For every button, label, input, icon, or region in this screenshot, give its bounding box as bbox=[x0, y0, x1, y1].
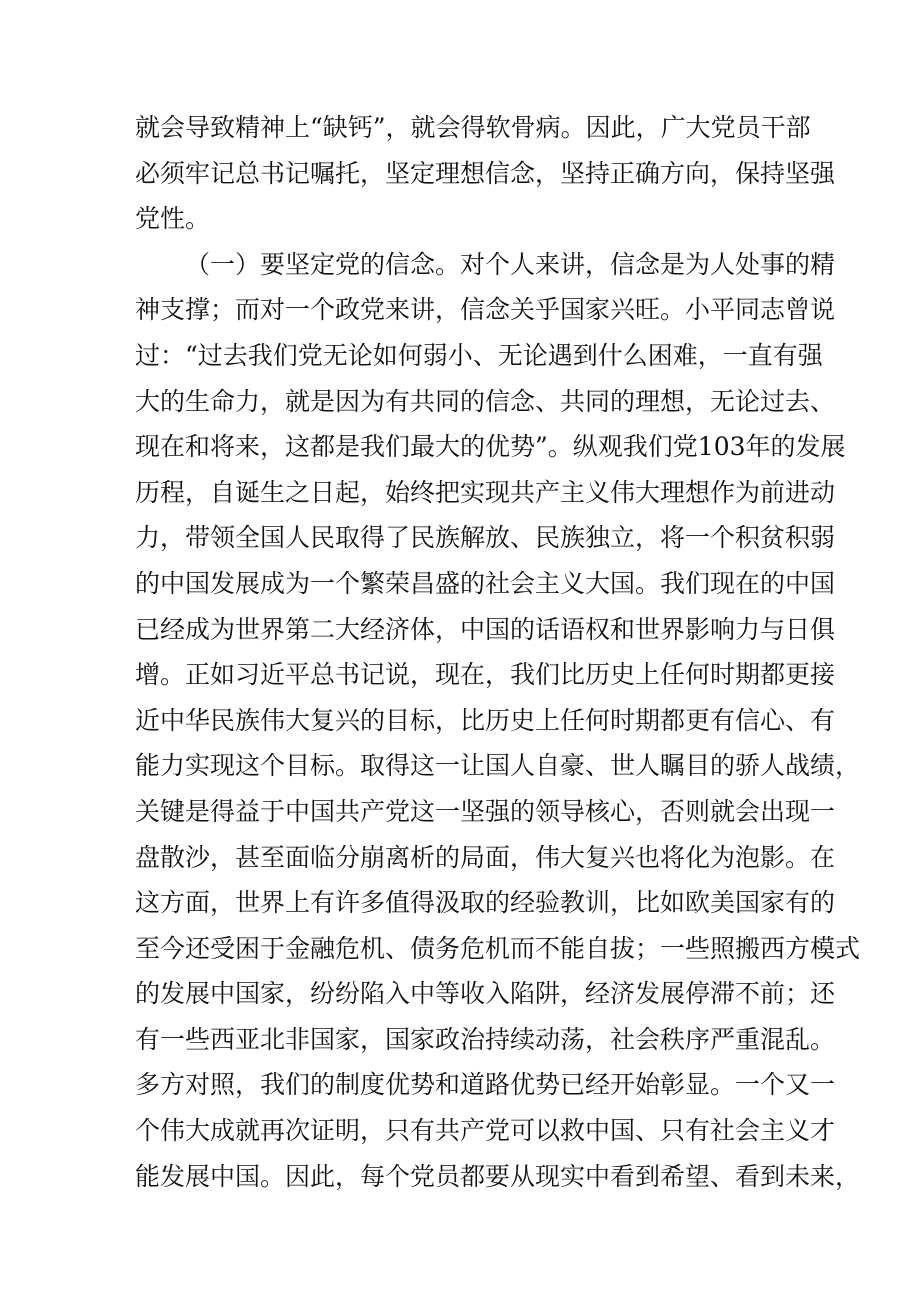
text-line: 的发展中国家，纷纷陷入中等收入陷阱，经济发展停滞不前；还 bbox=[135, 979, 836, 1009]
text-line: 大的生命力，就是因为有共同的信念、共同的理想，无论过去、 bbox=[135, 386, 836, 416]
text-line: 神支撑；而对一个政党来讲，信念关乎国家兴旺。小平同志曾说 bbox=[135, 295, 836, 325]
text-line: 个伟大成就再次证明，只有共产党可以救中国、只有社会主义才 bbox=[135, 1116, 836, 1146]
text-line: 就会导致精神上“缺钙”，就会得软骨病。因此，广大党员干部 bbox=[135, 113, 811, 142]
text-line: 盘散沙，甚至面临分崩离析的局面，伟大复兴也将化为泡影。在 bbox=[135, 842, 836, 872]
text-line: 必须牢记总书记嘱托，坚定理想信念，坚持正确方向，保持坚强 bbox=[135, 158, 836, 188]
text-line: 历程，自诞生之日起，始终把实现共产主义伟大理想作为前进动 bbox=[135, 477, 836, 507]
text-line: 的中国发展成为一个繁荣昌盛的社会主义大国。我们现在的中国 bbox=[135, 568, 836, 598]
text-line: 近中华民族伟大复兴的目标，比历史上任何时期都更有信心、有 bbox=[135, 705, 836, 735]
text-line: 已经成为世界第二大经济体，中国的话语权和世界影响力与日俱 bbox=[135, 614, 836, 644]
text-line: 多方对照，我们的制度优势和道路优势已经开始彰显。一个又一 bbox=[135, 1070, 836, 1100]
text-line: 这方面，世界上有许多值得汲取的经验教训，比如欧美国家有的 bbox=[135, 888, 836, 918]
text-line: 至今还受困于金融危机、债务危机而不能自拔；一些照搬西方模式 bbox=[135, 933, 861, 963]
text-line: 过：“过去我们党无论如何弱小、无论遇到什么困难，一直有强 bbox=[135, 340, 823, 370]
text-line bbox=[135, 1199, 795, 1245]
text-line: 现在和将来，这都是我们最大的优势”。纵观我们党103年的发展 bbox=[135, 432, 846, 462]
text-line: 能力实现这个目标。取得这一让国人自豪、世人瞩目的骄人战绩， bbox=[135, 751, 861, 781]
text-line: 有一些西亚北非国家，国家政治持续动荡，社会秩序严重混乱。 bbox=[135, 1024, 836, 1054]
text-line: 党性。 bbox=[135, 204, 211, 234]
text-line: 增。正如习近平总书记说，现在，我们比历史上任何时期都更接 bbox=[135, 660, 836, 690]
text-line: 能发展中国。因此，每个党员都要从现实中看到希望、看到未来， bbox=[135, 1161, 861, 1191]
document-body bbox=[135, 105, 861, 1245]
text-line: 力，带领全国人民取得了民族解放、民族独立，将一个积贫积弱 bbox=[135, 523, 836, 553]
paragraph-first-line: （一）要坚定党的信念。对个人来讲，信念是为人处事的精 bbox=[185, 249, 836, 279]
text-line: 关键是得益于中国共产党这一坚强的领导核心，否则就会出现一 bbox=[135, 796, 836, 826]
